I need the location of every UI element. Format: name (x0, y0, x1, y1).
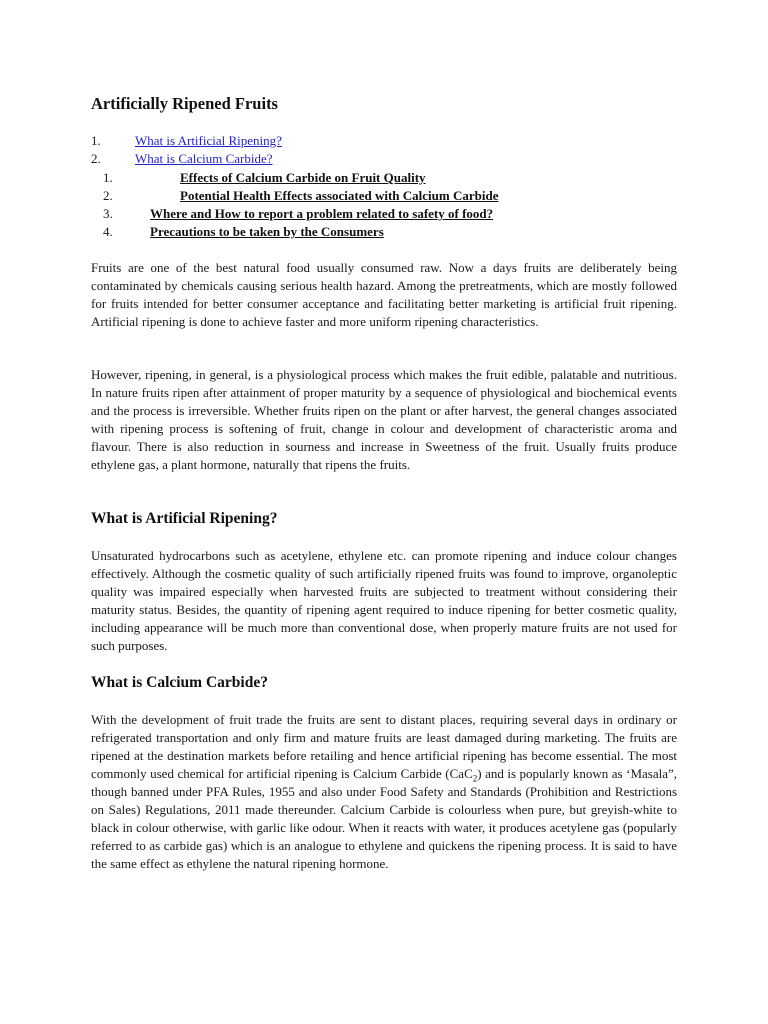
paragraph-text-part: With the development of fruit trade the fruits are sent to distant places, requiring several days in ordinary or refrigerated transportation and only firm and mature fruits are least damaged during marketing. The fruits are ripened at the destination markets before retailing and hence artificial ripening has become essential. The most commonly used chemical for artificial ripening is Calcium Carbide (CaC (91, 712, 677, 781)
toc-link-effects-fruit-quality[interactable]: Effects of Calcium Carbide on Fruit Quality (180, 170, 426, 185)
toc-number: 4. (103, 224, 113, 239)
toc-item[interactable] (103, 169, 703, 187)
toc-number: 1. (91, 133, 101, 148)
document-title: Artificially Ripened Fruits (91, 94, 278, 113)
toc-number: 2. (91, 151, 101, 166)
toc-link-calcium-carbide[interactable]: What is Calcium Carbide? (135, 151, 273, 166)
toc-number: 1. (103, 170, 113, 185)
toc-item[interactable] (91, 150, 691, 168)
intro-paragraph-2: However, ripening, in general, is a physiological process which makes the fruit edible, palatable and nutritious. In nature fruits ripen after attainment of proper maturity by a sequence of physiological and biochemical events and the process is irreversible. Whether fruits ripen on the plant or after harvest, the general changes associated with ripening process is softening of fruit, change in colour and development of characteristic aroma and flavour. There is also reduction in sourness and increase in Sweetness of the fruit. Usually fruits produce ethylene gas, a plant hormone, naturally that ripens the fruits. (91, 367, 677, 472)
intro-paragraph-1: Fruits are one of the best natural food usually consumed raw. Now a days fruits are deliberately being contaminated by chemicals causing serious health hazard. Among the pretreatments, which are mostly followed for fruits intended for better consumer acceptance and facilitating better marketing is artificial fruit ripening. Artificial ripening is done to achieve faster and more uniform ripening characteristics. (91, 260, 677, 329)
toc-link-precautions[interactable]: Precautions to be taken by the Consumers (150, 224, 384, 239)
section-heading-calcium-carbide: What is Calcium Carbide? (91, 674, 268, 691)
paragraph-text-part: ) and is popularly known as ‘Masala”, though banned under PFA Rules, 1955 and also under Food Safety and Standards (Prohibition and Restrictions on Sales) Regulations, 2011 made thereunder. Calcium Carbide is colourless when pure, but greyish-white to black in colour otherwise, with garlic like odour. When it reacts with water, it produces acetylene gas (popularly referred to as carbide gas) which is an analogue to ethylene and quickens the ripening process. It is said to have the same effect as ethylene the natural ripening hormone. (91, 766, 677, 871)
toc-link-report-problem[interactable]: Where and How to report a problem related to safety of food? (150, 206, 494, 221)
toc-number: 3. (103, 206, 113, 221)
toc-link-artificial-ripening[interactable]: What is Artificial Ripening? (135, 133, 282, 148)
subscript-text: 2 (472, 773, 478, 784)
toc-item[interactable] (103, 205, 703, 223)
toc-item[interactable] (91, 132, 691, 150)
toc-item[interactable] (103, 223, 703, 241)
section-paragraph-calcium-carbide (91, 711, 677, 873)
section-heading-artificial-ripening: What is Artificial Ripening? (91, 510, 278, 527)
toc-link-health-effects[interactable]: Potential Health Effects associated with Calcium Carbide (180, 188, 499, 203)
toc-number: 2. (103, 188, 113, 203)
section-paragraph-artificial-ripening: Unsaturated hydrocarbons such as acetylene, ethylene etc. can promote ripening and induce colour changes effectively. Although the cosmetic quality of such artificially ripened fruits was found to improve, organoleptic quality was impaired especially when harvested fruits are subjected to treatment without considering their maturity status. Besides, the quantity of ripening agent required to induce ripening for better cosmetic quality, including appearance will be much more than conventional dose, when properly mature fruits are not used for such purposes. (91, 548, 677, 653)
toc-item[interactable] (103, 187, 703, 205)
